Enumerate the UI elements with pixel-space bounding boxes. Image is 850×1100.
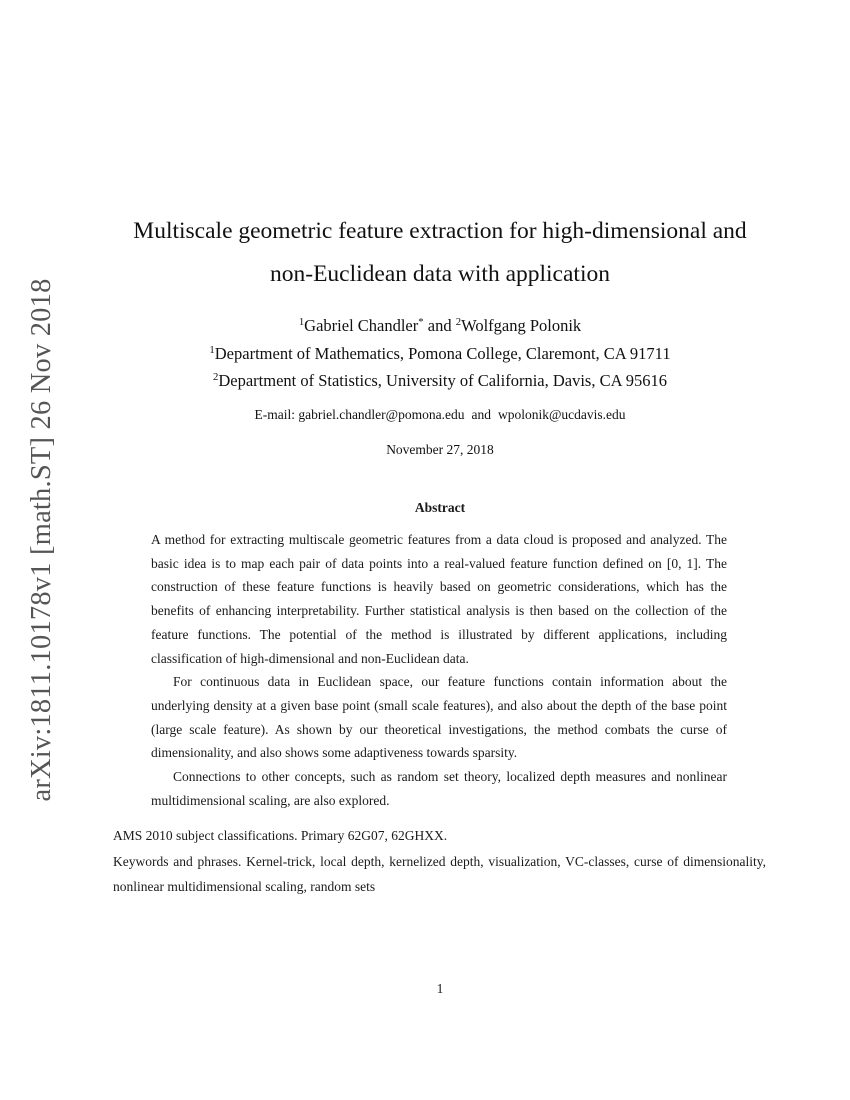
email-line [90,407,790,423]
abstract-body [151,528,727,812]
paper-title-line-1: Multiscale geometric feature extraction for high-dimensional and [133,218,747,244]
page-number: 1 [436,981,444,996]
affiliation-1-text: Department of Mathematics, Pomona College, Claremont, CA 91711 [214,344,671,363]
email-first: E-mail: gabriel.chandler@pomona.edu [254,407,465,422]
affiliation-1-mark: 1 [209,344,215,357]
author2-name: Wolfgang Polonik [461,316,582,335]
affiliation-1 [90,344,790,364]
affiliation-2 [90,371,790,391]
corresponding-author-mark: * [418,316,424,329]
abstract-paragraph-3: Connections to other concepts, such as random set theory, localized depth measures and nonlinear multidimensional scaling, are also explored. [151,769,727,808]
abstract-paragraph-2: For continuous data in Euclidean space, our feature functions contain information about the underlying density at a given base point (small scale features), and also about the depth of the base point (large scale feature). As shown by our theoretical investigations, the method combats the curse of dimensionality, and also shows some adaptiveness towards sparsity. [151,674,727,761]
author1-name: Gabriel Chandler [304,316,419,335]
ams-classification: AMS 2010 subject classifications. Primary 62G07, 62GHXX. [113,828,448,843]
keywords: Keywords and phrases. Kernel-trick, local depth, kernelized depth, visualization, VC-classes, curse of dimensionality, nonlinear multidimensional scaling, random sets [113,854,766,894]
abstract-paragraph-1: A method for extracting multiscale geometric features from a data cloud is proposed and analyzed. The basic idea is to map each pair of data points into a real-valued feature function defined on [0, 1]. The construction of these feature functions is heavily based on geometric considerations, which has the benefits of enhancing interpretability. Further statistical analysis is then based on the collection of the feature functions. The potential of the method is illustrated by different applications, including classification of high-dimensional and non-Euclidean data. [151,532,727,666]
author1-affiliation-mark: 1 [298,316,305,329]
affiliation-2-mark: 2 [212,371,219,384]
paper-title-line-2: non-Euclidean data with application [270,261,610,287]
abstract-heading: Abstract [414,500,466,515]
arxiv-stamp: arXiv:1811.10178v1 [math.ST] 26 Nov 2018 [26,278,57,802]
email-second: wpolonik@ucdavis.edu [497,407,626,422]
paper-date: November 27, 2018 [386,442,494,457]
email-separator: and [471,407,491,422]
author-conjunction: and [423,316,456,335]
author2-affiliation-mark: 2 [455,316,462,329]
author-list [90,316,790,336]
affiliation-2-text: Department of Statistics, University of California, Davis, CA 95616 [218,371,667,390]
